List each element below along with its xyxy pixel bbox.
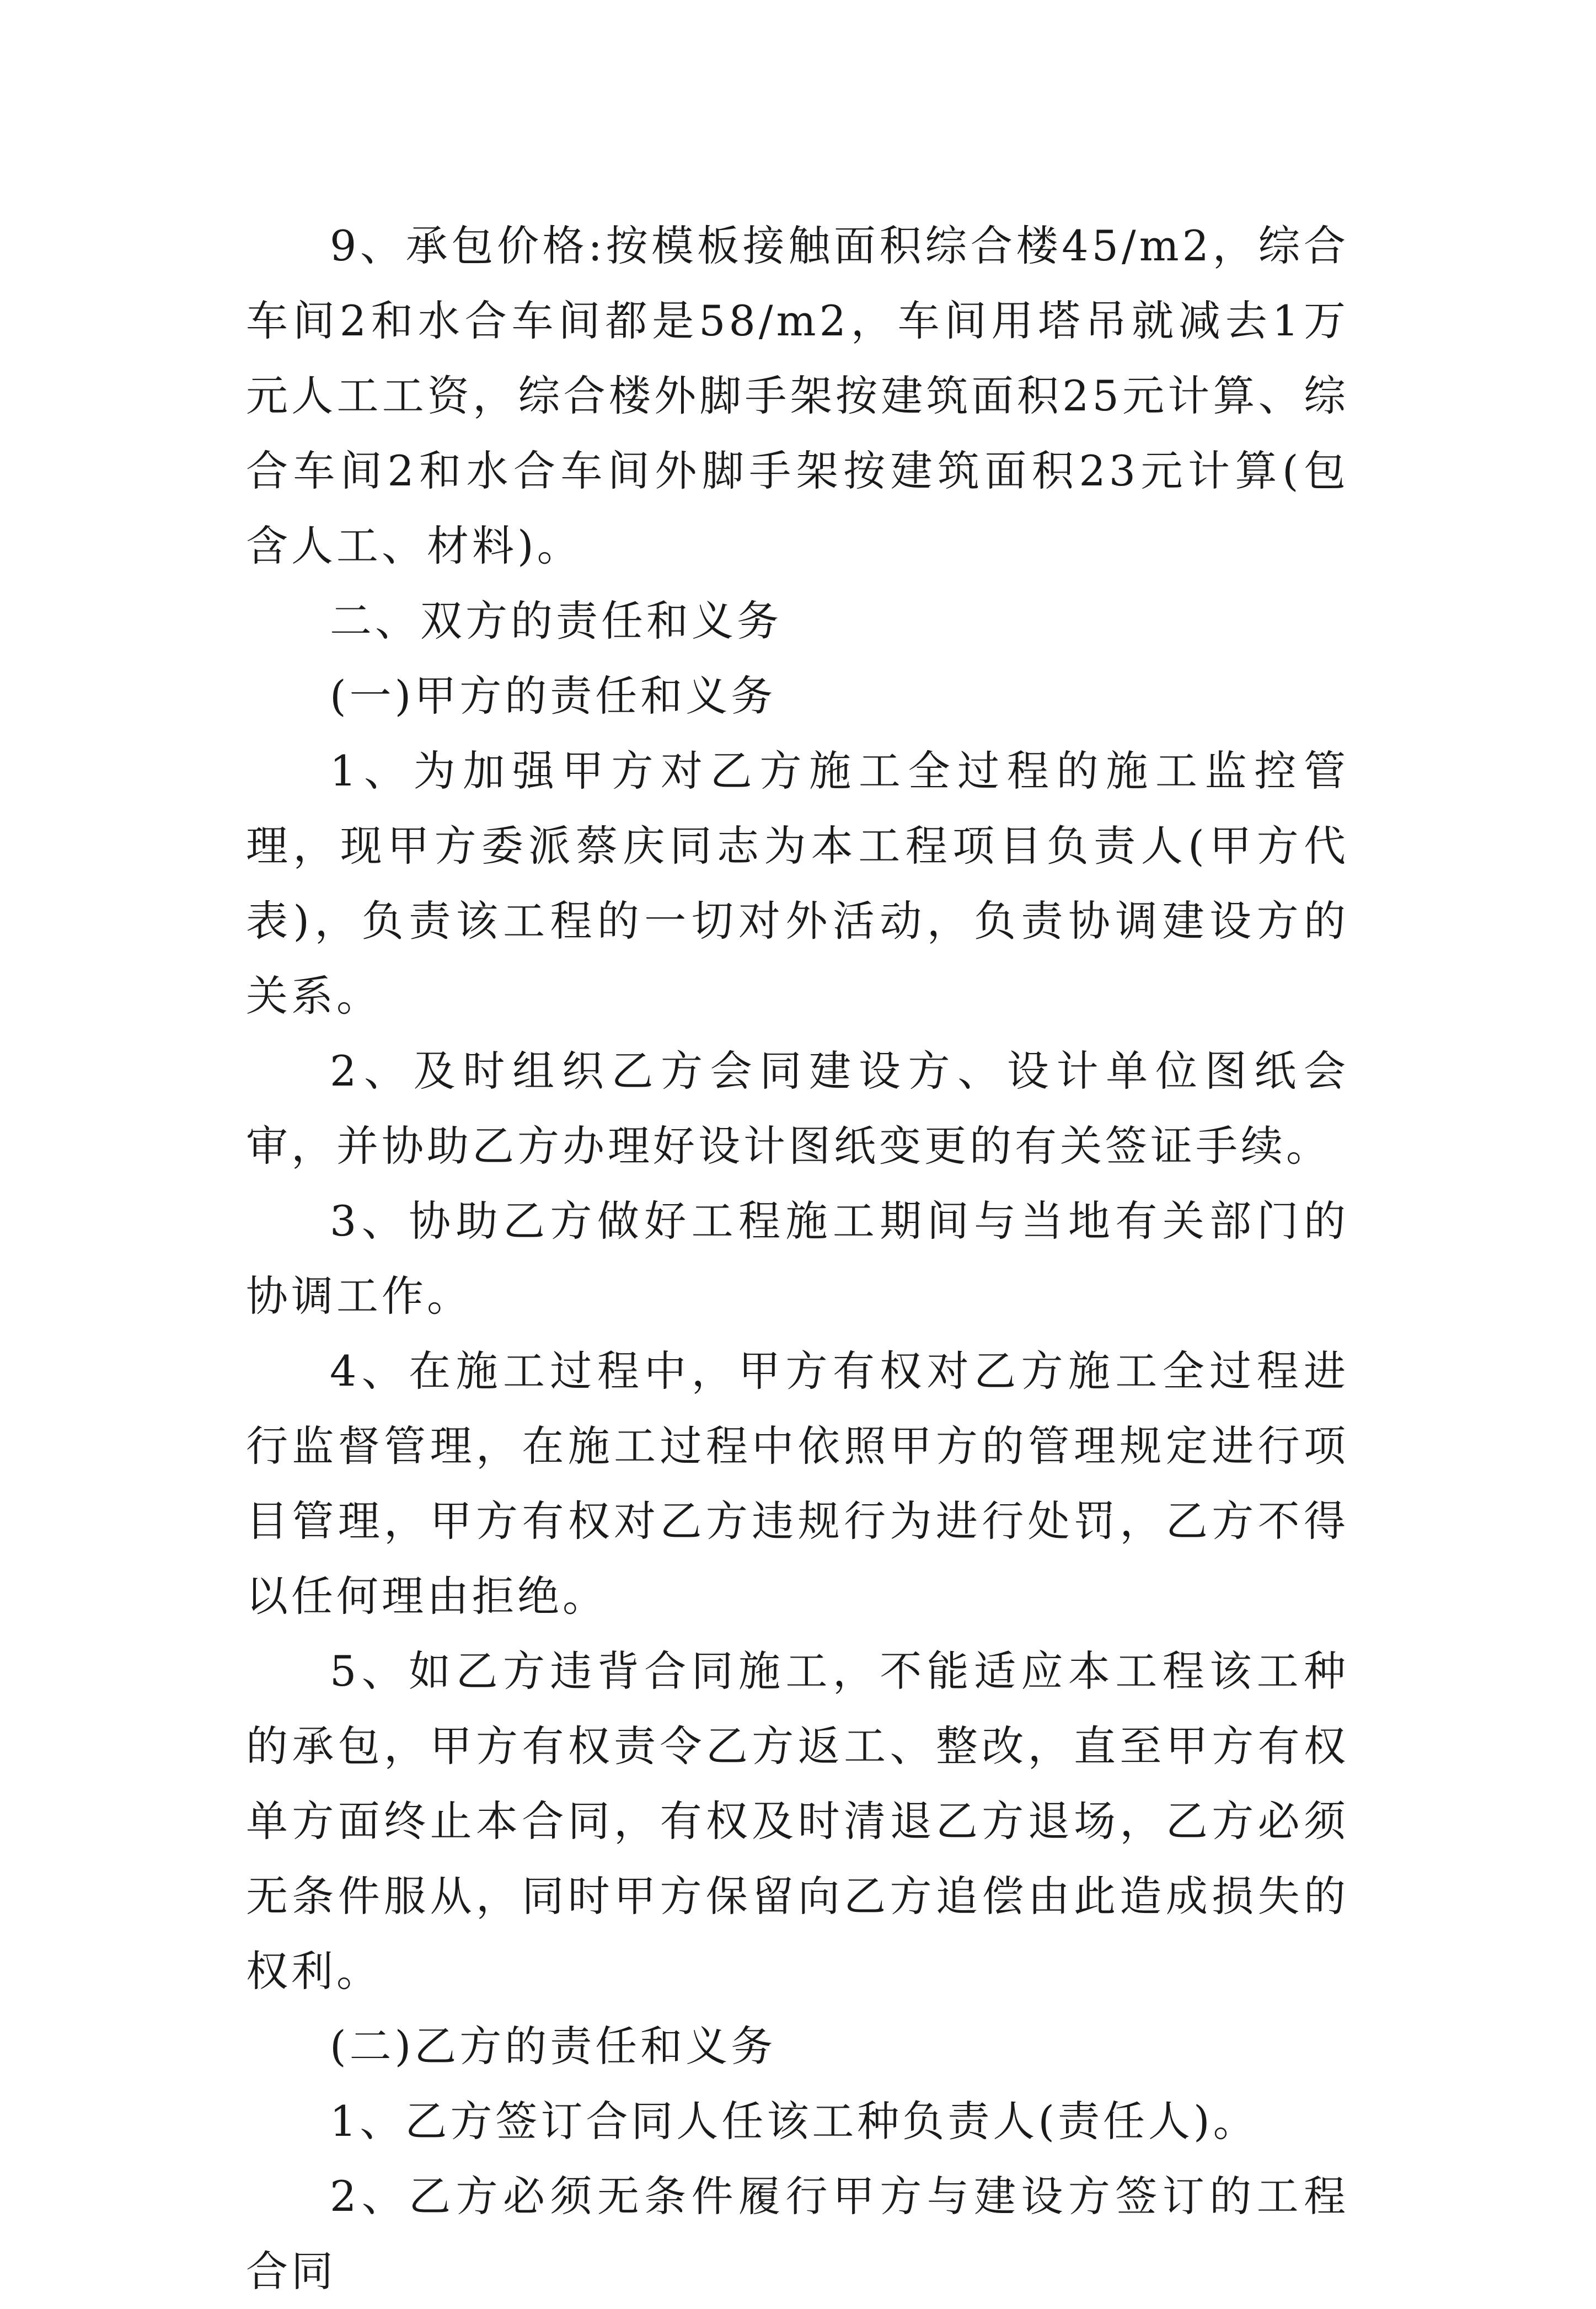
paragraph-party-b-item-2: 2、乙方必须无条件履行甲方与建设方签订的工程合同 [246,2172,1349,2296]
paragraph-party-a-item-3: 3、协助乙方做好工程施工期间与当地有关部门的协调工作。 [246,1196,1349,1321]
paragraph-party-a-item-5: 5、如乙方违背合同施工，不能适应本工程该工种的承包，甲方有权责令乙方返工、整改，直至甲方有权单方面终止本合同，有权及时清退乙方退场，乙方必须无条件服从，同时甲方保留向乙方追偿由此造成损失的权利。 [246,1647,1349,1996]
document-body [246,209,1349,2309]
subsection-heading-party-b: (二)乙方的责任和义务 [330,2022,776,2071]
paragraph-contract-price: 9、承包价格:按模板接触面积综合楼45/m2，综合车间2和水合车间都是58/m2，车间用塔吊就减去1万元人工工资，综合楼外脚手架按建筑面积25元计算、综合车间2和水合车间外脚手架按建筑面积23元计算(包含人工、材料)。 [246,221,1349,570]
section-heading-responsibilities: 二、双方的责任和义务 [330,596,782,645]
paragraph-party-b-item-1: 1、乙方签订合同人任该工种负责人(责任人)。 [330,2097,1258,2146]
subsection-heading-party-a: (一)甲方的责任和义务 [330,671,776,720]
paragraph-party-a-item-2: 2、及时组织乙方会同建设方、设计单位图纸会审，并协助乙方办理好设计图纸变更的有关签证手续。 [246,1046,1349,1170]
paragraph-party-a-item-4: 4、在施工过程中，甲方有权对乙方施工全过程进行监督管理，在施工过程中依照甲方的管理规定进行项目管理，甲方有权对乙方违规行为进行处罚，乙方不得以任何理由拒绝。 [246,1346,1349,1621]
paragraph-party-a-item-1: 1、为加强甲方对乙方施工全过程的施工监控管理，现甲方委派蔡庆同志为本工程项目负责人(甲方代表)，负责该工程的一切对外活动，负责协调建设方的关系。 [246,746,1349,1020]
